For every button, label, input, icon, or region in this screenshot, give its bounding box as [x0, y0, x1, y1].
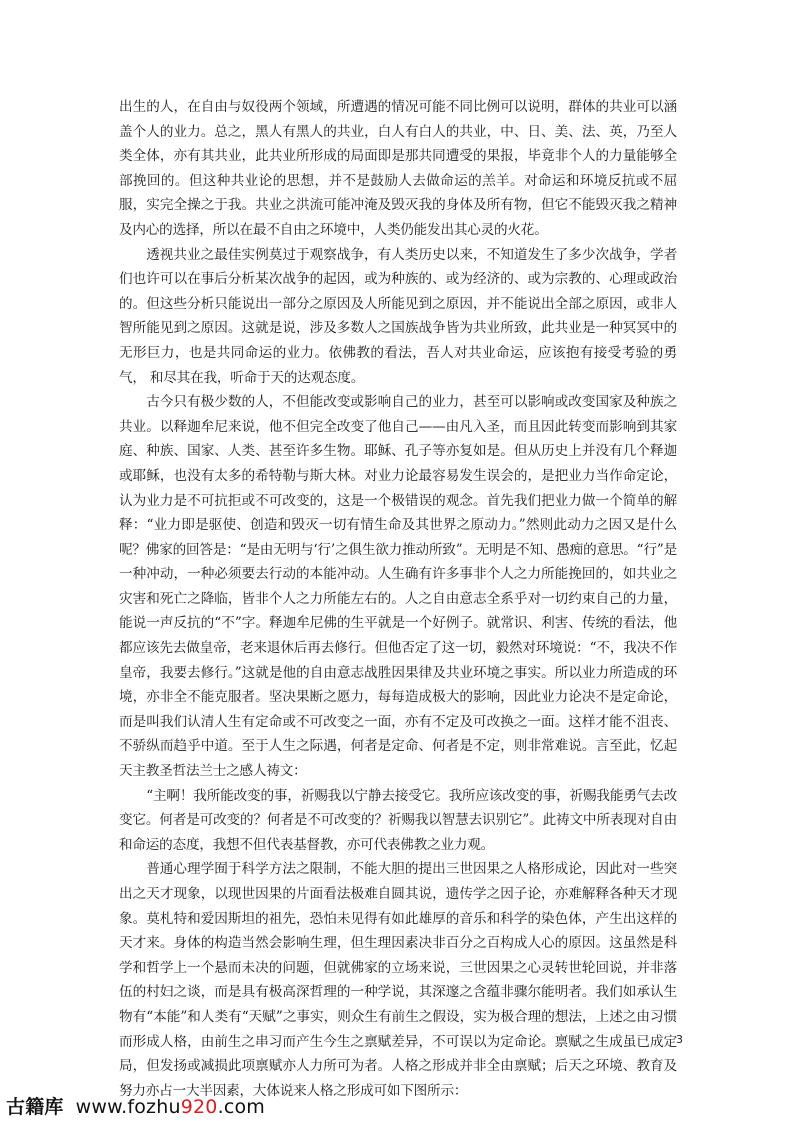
paragraph-1: 出生的人，在自由与奴役两个领域，所遭遇的情况可能不同比例可以说明，群体的共业可以涵盖个人的业力。总之，黑人有黑人的共业，白人有白人的共业，中、日、美、法、英，乃至人类全体，亦有其共业，此共业所形成的局面即是那共同遭受的果报，毕竟非个人的力量能够全部挽回的。但这种共业论的思想，并不是鼓励人去做命运的羔羊。对命运和环境反抗或不屈服，实完全操之于我。共业之洪流可能冲淹及毁灭我的身体及所有物，但它不能毁灭我之精神及内心的选择，所以在最不自由之环境中，人类仍能发出其心灵的火花。 — [119, 99, 677, 238]
page-number: 3 — [676, 1033, 683, 1046]
paragraph-2: 透视共业之最佳实例莫过于观察战争，有人类历史以来，不知道发生了多少次战争，学者们也许可以在事后分析某次战争的起因，或为种族的、或为经济的、或为宗教的、心理或政治的。但这些分析只能说出一部分之原因及人所能见到之原因，并不能说出全部之原因，或非人智所能见到之原因。这就是说，涉及多数人之国族战争皆为共业所致，此共业是一种冥冥中的无形巨力，也是共同命运的业力。依佛教的看法，吾人对共业命运，应该抱有接受考验的勇气， 和尽其在我，听命于天的达观态度。 — [119, 246, 677, 386]
footer-watermark — [6, 1092, 265, 1119]
footer-domain — [76, 1096, 265, 1118]
document-page — [119, 95, 677, 1103]
paragraph-3: 古今只有极少数的人，不但能改变或影响自己的业力，甚至可以影响或改变国家及种族之共业。以释迦牟尼来说，他不但完全改变了他自己——由凡入圣，而且因此转变而影响到其家庭、种族、国家、人类、甚至许多生物。耶稣、孔子等亦复如是。但从历史上并没有几个释迦或耶稣，也没有太多的希特勒与斯大林。对业力论最容易发生误会的，是把业力当作命定论，认为业力是不可抗拒或不可改变的，这是一个极错误的观念。首先我们把业力做一个简单的解释：“业力即是驱使、创造和毁灭一切有情生命及其世界之原动力。”然则此动力之因又是什么呢？佛家的回答是：“是由无明与‘行’之俱生欲力推动所致”。无明是不知、愚痴的意思。“行”是一种冲动，一种必须要去行动的本能冲动。人生确有许多事非个人之力所能挽回的，如共业之灾害和死亡之降临，皆非个人之力所能左右的。人之自由意志全系乎对一切约束自己的力量，能说一声反抗的“不”字。释迦牟尼佛的生平就是一个好例子。就常识、利害、传统的看法，他都应该先去做皇帝，老来退休后再去修行。但他否定了这一切，毅然对环境说：“不，我决不作皇帝，我要去修行。”这就是他的自由意志战胜因果律及共业环境之事实。所以业力所造成的环境，亦非全不能克服者。坚决果断之愿力，每每造成极大的影响，因此业力论决不是定命论，而是叫我们认清人生有定命或不可改变之一面，亦有不定及可改换之一面。这样才能不沮丧、不骄纵而趋乎中道。至于人生之际遇，何者是定命、何者是不定，则非常难说。言至此，忆起天主教圣哲法兰士之感人祷文： — [119, 394, 677, 780]
footer-domain-prefix: www.fozhu — [75, 1096, 181, 1118]
prayer-quote: “主啊！我所能改变的事，祈赐我以宁静去接受它。我所应该改变的事，祈赐我能勇气去改变它。何者是可改变的？何者是不可改变的？祈赐我以智慧去识别它”。此祷文中所表现对自由和命运的态度，我想不但代表基督教，亦可代表佛教之业力观。 — [119, 787, 677, 853]
footer-brand-name: 古籍库 — [6, 1096, 64, 1118]
footer-domain-suffix: .com — [217, 1096, 265, 1118]
footer-domain-number: 920 — [180, 1096, 218, 1118]
paragraph-5: 普通心理学囿于科学方法之限制，不能大胆的提出三世因果之人格形成论，因此对一些突出之天才现象，以现世因果的片面看法极难自圆其说，遗传学之因子论，亦难解释各种天才现象。莫札特和爱因斯坦的祖先，恐怕未见得有如此雄厚的音乐和科学的染色体，产生出这样的天才来。身体的构造当然会影响生理，但生理因素决非百分之百构成人心的原因。这虽然是科学和哲学上一个悬而未决的问题，但就佛家的立场来说，三世因果之心灵转世轮回说，并非落伍的村妇之谈，而是具有极高深哲理的一种学说，其深邃之含蕴非骤尔能明者。我们如承认生物有“本能”和人类有“天赋”之事实，则众生有前生之假设，实为极合理的想法，上述之由习惯而形成人格，由前生之串习而产生今生之禀赋差异，不可误以为定命论。禀赋之生成虽已成定局，但发扬或减损此项禀赋亦人力所可为者。人格之形成并非全由禀赋；后天之环境、教育及努力亦占一大半因素，大体说来人格之形成可如下图所示： — [119, 861, 677, 1099]
